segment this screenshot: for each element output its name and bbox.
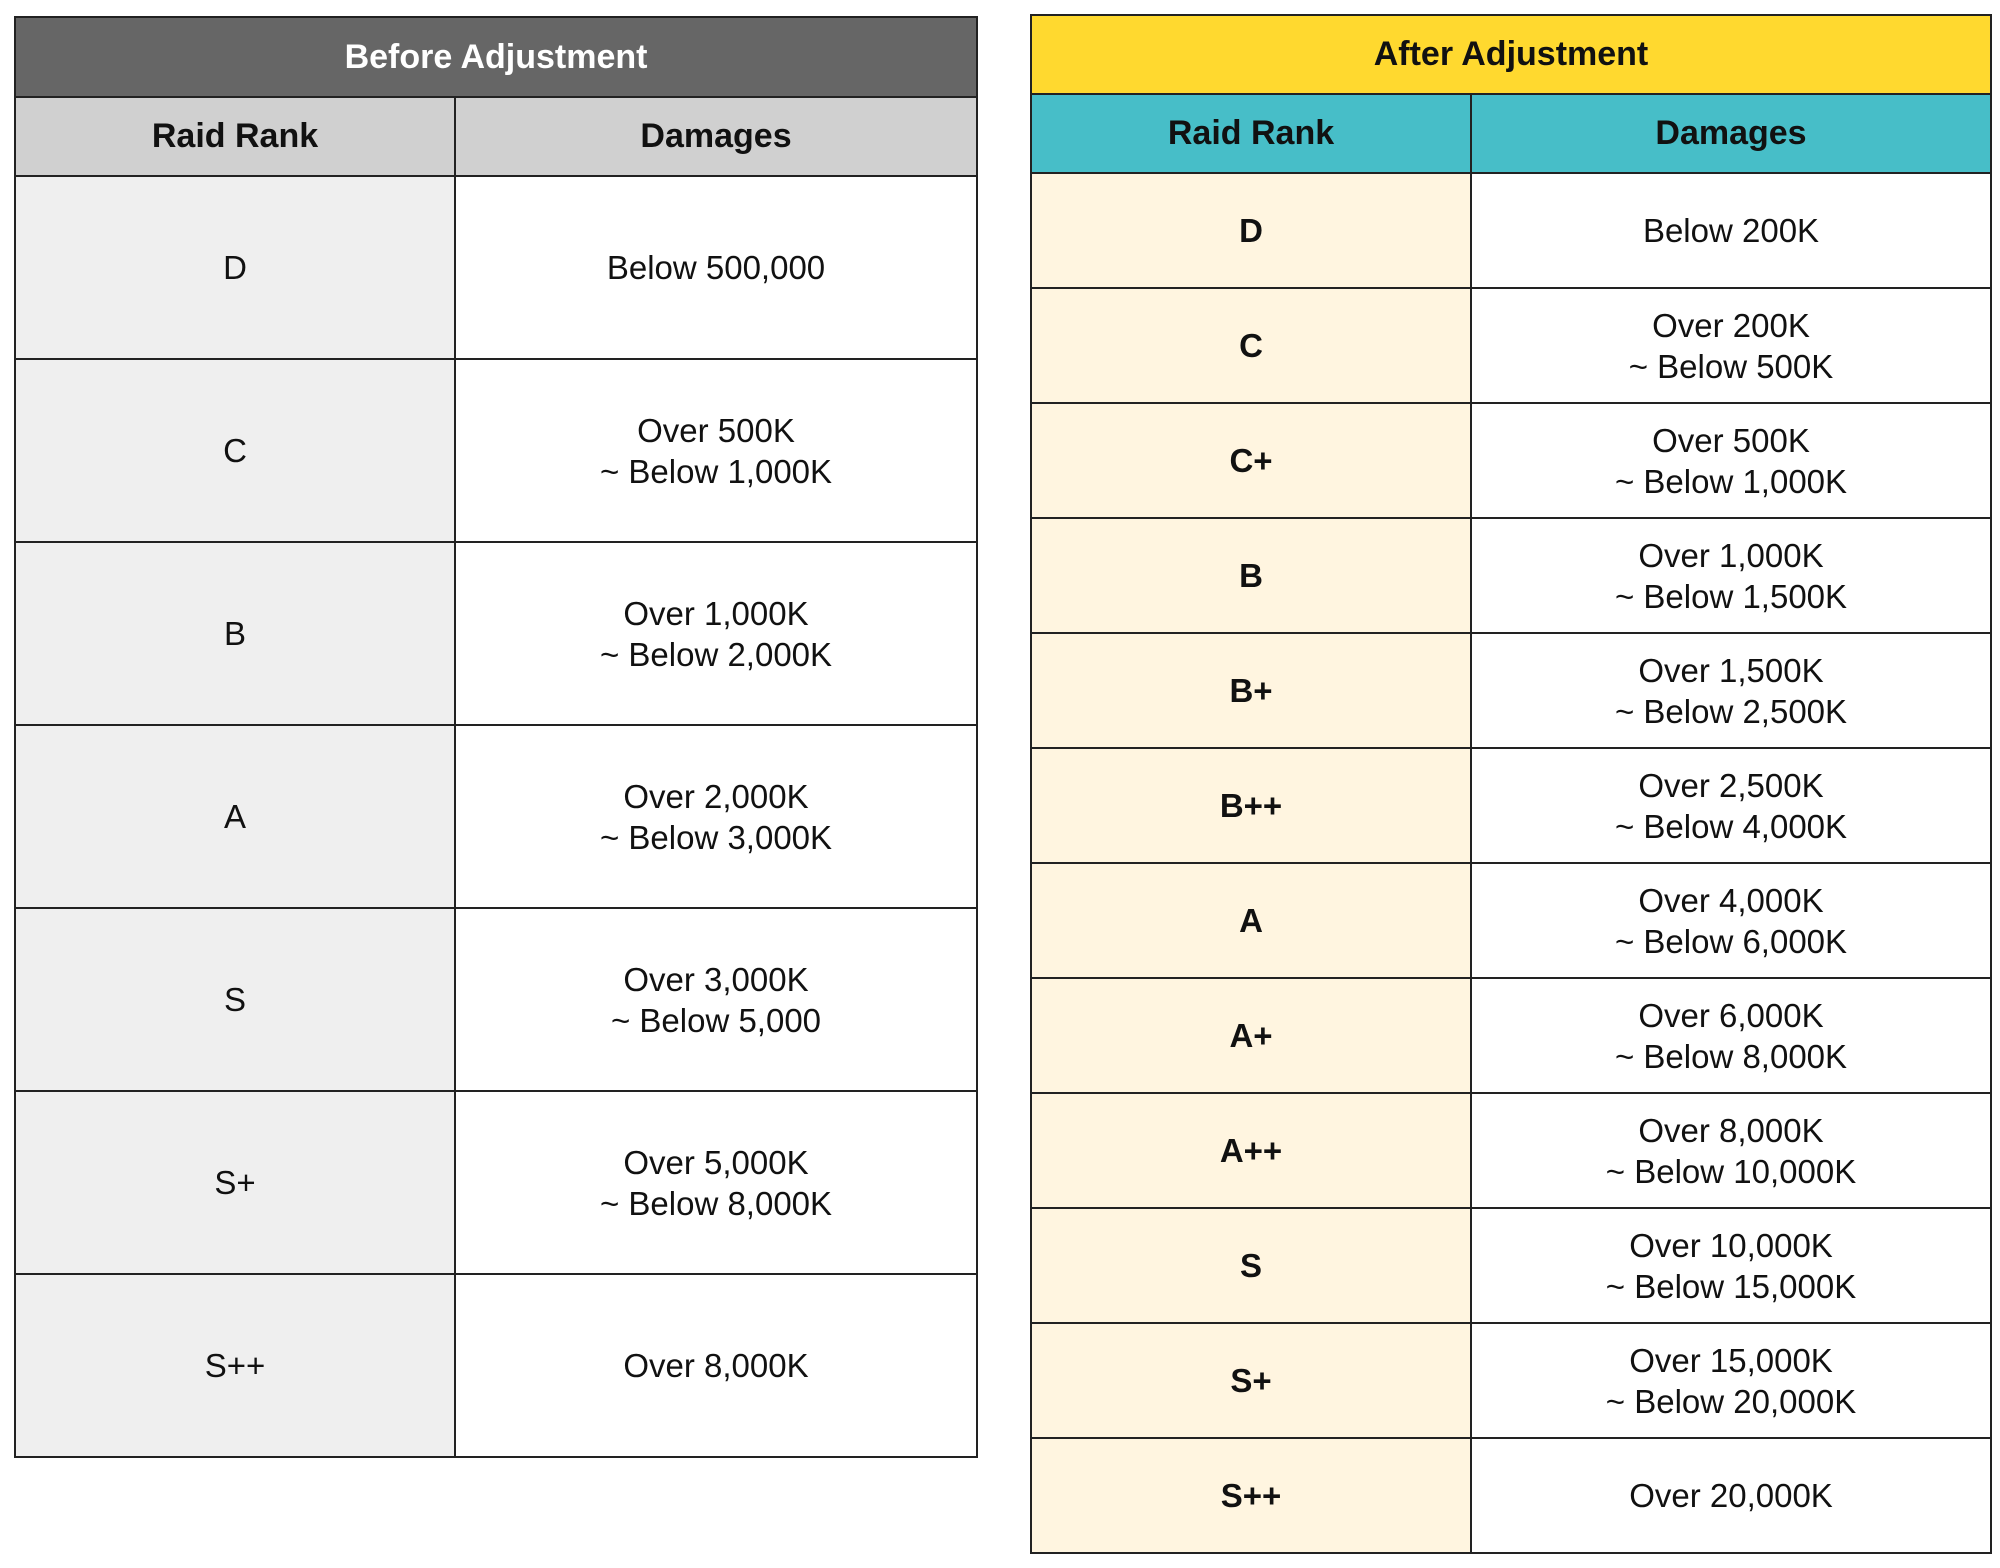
table-row [1031, 1208, 1991, 1323]
damages-cell [1471, 288, 1991, 403]
damages-line: ~ Below 3,000K [599, 818, 833, 856]
table-row [1031, 748, 1991, 863]
damages-cell [1471, 403, 1991, 518]
before-header-raid-rank: Raid Rank [15, 97, 455, 176]
raid-rank-cell: A+ [1031, 978, 1471, 1093]
damages-line: Over 200K [1652, 306, 1810, 344]
after-header-row [1031, 94, 1991, 173]
damages-line: Over 1,000K [1638, 536, 1824, 574]
damages-cell [455, 359, 977, 542]
table-row [1031, 633, 1991, 748]
damages-cell [1471, 1438, 1991, 1553]
damages-cell [1471, 518, 1991, 633]
damages-cell [1471, 978, 1991, 1093]
raid-rank-cell: B++ [1031, 748, 1471, 863]
table-row [1031, 863, 1991, 978]
after-title-row [1031, 15, 1991, 94]
raid-rank-cell: A [1031, 863, 1471, 978]
raid-rank-cell: S+ [15, 1091, 455, 1274]
damages-line: ~ Below 10,000K [1605, 1152, 1857, 1190]
raid-rank-cell: B [1031, 518, 1471, 633]
damages-line: Over 8,000K [1638, 1111, 1824, 1149]
table-row [1031, 978, 1991, 1093]
damages-line: Over 20,000K [1629, 1477, 1833, 1514]
damages-line: ~ Below 8,000K [599, 1184, 833, 1222]
damages-line: ~ Below 1,000K [1614, 462, 1848, 500]
damages-line: Over 2,000K [623, 777, 809, 815]
damages-line: Over 15,000K [1629, 1341, 1833, 1379]
table-row [15, 1274, 977, 1457]
table-row [1031, 403, 1991, 518]
raid-rank-cell: B+ [1031, 633, 1471, 748]
damages-line: Over 2,500K [1638, 766, 1824, 804]
damages-line: Over 10,000K [1629, 1226, 1833, 1264]
damages-line: ~ Below 2,500K [1614, 692, 1848, 730]
damages-line: ~ Below 1,000K [599, 452, 833, 490]
table-row [15, 908, 977, 1091]
raid-rank-cell: A [15, 725, 455, 908]
damages-line: Over 3,000K [623, 960, 809, 998]
damages-cell [1471, 1093, 1991, 1208]
damages-cell [1471, 1208, 1991, 1323]
damages-line: ~ Below 4,000K [1614, 807, 1848, 845]
table-row [1031, 1438, 1991, 1553]
damages-line: Over 5,000K [623, 1143, 809, 1181]
damages-line: ~ Below 6,000K [1614, 922, 1848, 960]
damages-cell [455, 1091, 977, 1274]
damages-line: Over 8,000K [623, 1347, 809, 1384]
before-header-row [15, 97, 977, 176]
damages-line: ~ Below 5,000 [610, 1001, 822, 1039]
table-row [15, 176, 977, 359]
damages-cell [1471, 1323, 1991, 1438]
damages-line: Over 1,000K [623, 594, 809, 632]
damages-line: ~ Below 2,000K [599, 635, 833, 673]
damages-line: Over 1,500K [1638, 651, 1824, 689]
damages-line: ~ Below 8,000K [1614, 1037, 1848, 1075]
table-row [1031, 518, 1991, 633]
damages-line: ~ Below 20,000K [1605, 1382, 1857, 1420]
raid-rank-cell: C [1031, 288, 1471, 403]
raid-rank-cell: S++ [15, 1274, 455, 1457]
damages-cell [455, 1274, 977, 1457]
damages-cell [1471, 173, 1991, 288]
raid-rank-cell: D [1031, 173, 1471, 288]
table-row [15, 1091, 977, 1274]
damages-line: Over 500K [637, 411, 795, 449]
table-row [15, 725, 977, 908]
damages-cell [1471, 748, 1991, 863]
raid-rank-cell: S [15, 908, 455, 1091]
table-row [1031, 1093, 1991, 1208]
raid-rank-cell: S++ [1031, 1438, 1471, 1553]
raid-rank-cell: C [15, 359, 455, 542]
raid-rank-cell: B [15, 542, 455, 725]
after-adjustment-table [1030, 14, 1992, 1554]
raid-rank-cell: S+ [1031, 1323, 1471, 1438]
damages-line: ~ Below 500K [1628, 347, 1834, 385]
before-adjustment-table [14, 16, 978, 1458]
damages-cell [455, 176, 977, 359]
before-table-title: Before Adjustment [15, 17, 977, 97]
damages-line: Over 4,000K [1638, 881, 1824, 919]
raid-rank-cell: A++ [1031, 1093, 1471, 1208]
raid-rank-cell: D [15, 176, 455, 359]
damages-cell [455, 542, 977, 725]
before-header-damages: Damages [455, 97, 977, 176]
damages-cell [1471, 633, 1991, 748]
after-header-damages: Damages [1471, 94, 1991, 173]
before-title-row [15, 17, 977, 97]
damages-cell [455, 725, 977, 908]
after-table-title: After Adjustment [1031, 15, 1991, 94]
damages-line: Below 200K [1642, 212, 1820, 249]
damages-line: Over 500K [1652, 421, 1810, 459]
raid-rank-cell: S [1031, 1208, 1471, 1323]
damages-cell [455, 908, 977, 1091]
damages-line: ~ Below 1,500K [1614, 577, 1848, 615]
raid-rank-cell: C+ [1031, 403, 1471, 518]
table-row [1031, 1323, 1991, 1438]
damages-line: ~ Below 15,000K [1605, 1267, 1857, 1305]
table-row [15, 359, 977, 542]
after-header-raid-rank: Raid Rank [1031, 94, 1471, 173]
table-row [1031, 173, 1991, 288]
damages-line: Over 6,000K [1638, 996, 1824, 1034]
table-row [15, 542, 977, 725]
damages-cell [1471, 863, 1991, 978]
table-row [1031, 288, 1991, 403]
damages-line: Below 500,000 [606, 249, 826, 286]
